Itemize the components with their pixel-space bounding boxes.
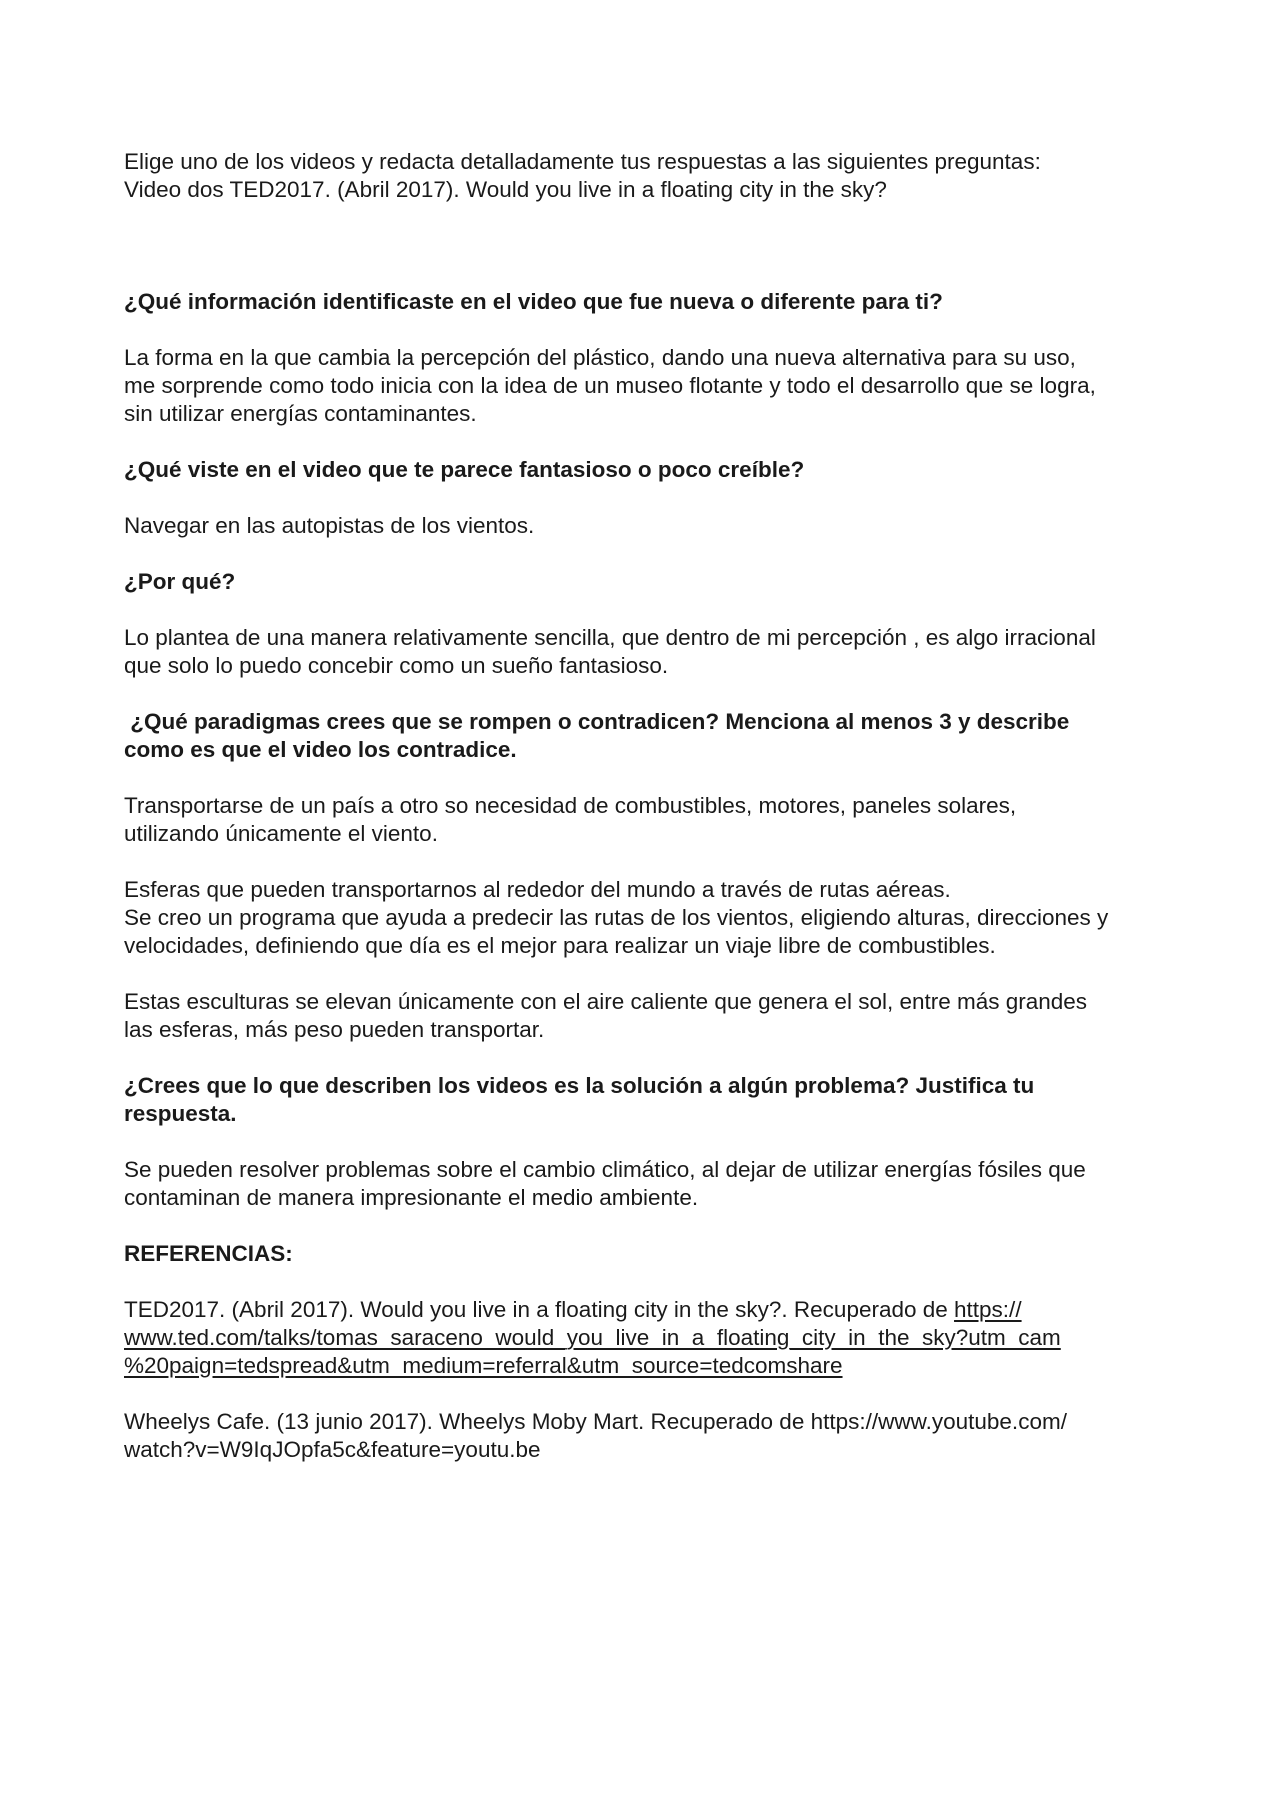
answer-1-line-1: La forma en la que cambia la percepción del plástico, dando una nueva alternativa para su uso, <box>124 345 1076 370</box>
reference-1-line-1 <box>124 1296 1184 1324</box>
reference-1-link-part-1[interactable]: https:// <box>954 1297 1022 1322</box>
answer-4-para-1-line-1: Transportarse de un país a otro so necesidad de combustibles, motores, paneles solares, <box>124 793 1017 818</box>
answer-3-line-2: que solo lo puedo concebir como un sueño fantasioso. <box>124 653 669 678</box>
answer-1-line-3: sin utilizar energías contaminantes. <box>124 401 477 426</box>
reference-1-line-3 <box>124 1352 1184 1380</box>
references-heading: REFERENCIAS: <box>124 1241 293 1266</box>
document-page <box>124 148 1184 1464</box>
intro-line-2: Video dos TED2017. (Abril 2017). Would you live in a floating city in the sky? <box>124 177 887 202</box>
answer-4-para-2-line-1: Esferas que pueden transportarnos al rededor del mundo a través de rutas aéreas. <box>124 877 951 902</box>
answer-5-line-1: Se pueden resolver problemas sobre el cambio climático, al dejar de utilizar energías fósiles que <box>124 1157 1086 1182</box>
reference-2-line-2: watch?v=W9IqJOpfa5c&feature=youtu.be <box>124 1437 541 1462</box>
answer-4-para-3-line-1: Estas esculturas se elevan únicamente con el aire caliente que genera el sol, entre más grandes <box>124 989 1088 1014</box>
reference-2-line-1: Wheelys Cafe. (13 junio 2017). Wheelys Moby Mart. Recuperado de https://www.youtube.com/ <box>124 1409 1067 1434</box>
reference-1-line-2 <box>124 1324 1184 1352</box>
question-2: ¿Qué viste en el video que te parece fantasioso o poco creíble? <box>124 457 805 482</box>
question-4-line-1: ¿Qué paradigmas crees que se rompen o contradicen? Menciona al menos 3 y describe <box>124 709 1070 734</box>
answer-4-para-1-line-2: utilizando únicamente el viento. <box>124 821 438 846</box>
question-3: ¿Por qué? <box>124 569 236 594</box>
answer-4-para-3-line-2: las esferas, más peso pueden transportar. <box>124 1017 545 1042</box>
question-5-line-1: ¿Crees que lo que describen los videos es la solución a algún problema? Justifica tu <box>124 1073 1035 1098</box>
question-5-line-2: respuesta. <box>124 1101 237 1126</box>
reference-1-prefix: TED2017. (Abril 2017). Would you live in a floating city in the sky?. Recuperado de <box>124 1297 955 1322</box>
question-1: ¿Qué información identificaste en el video que fue nueva o diferente para ti? <box>124 289 943 314</box>
question-4-line-2: como es que el video los contradice. <box>124 737 517 762</box>
answer-1-line-2: me sorprende como todo inicia con la idea de un museo flotante y todo el desarrollo que se logra, <box>124 373 1096 398</box>
reference-1-link-part-2[interactable]: www.ted.com/talks/tomas_saraceno_would_you_live_in_a_floating_city_in_the_sky?utm_cam <box>124 1325 1061 1350</box>
answer-3-line-1: Lo plantea de una manera relativamente sencilla, que dentro de mi percepción , es algo irracional <box>124 625 1096 650</box>
intro-line-1: Elige uno de los videos y redacta detalladamente tus respuestas a las siguientes preguntas: <box>124 149 1041 174</box>
reference-1-link-part-3[interactable]: %20paign=tedspread&utm_medium=referral&utm_source=tedcomshare <box>124 1353 843 1378</box>
answer-4-para-2-line-2: Se creo un programa que ayuda a predecir las rutas de los vientos, eligiendo alturas, direcciones y <box>124 905 1109 930</box>
answer-5-line-2: contaminan de manera impresionante el medio ambiente. <box>124 1185 699 1210</box>
answer-2: Navegar en las autopistas de los vientos. <box>124 513 535 538</box>
answer-4-para-2-line-3: velocidades, definiendo que día es el mejor para realizar un viaje libre de combustibles. <box>124 933 996 958</box>
